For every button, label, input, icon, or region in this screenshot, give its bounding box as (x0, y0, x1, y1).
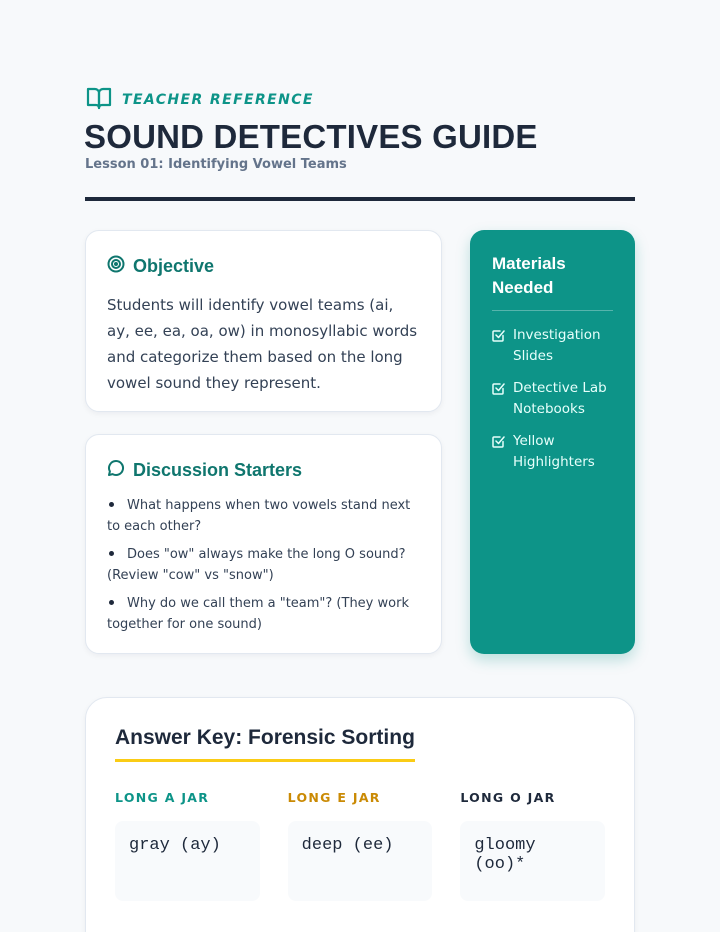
answer-key-title: Answer Key: Forensic Sorting (115, 726, 415, 762)
jar-word: gloomy (oo)* (460, 821, 605, 901)
objective-heading (107, 255, 420, 278)
discussion-title: Discussion Starters (133, 460, 303, 480)
list-item: Does "ow" always make the long O sound? (Review "cow" vs "snow") (107, 547, 406, 583)
materials-list (492, 325, 613, 473)
list-item: Yellow Highlighters (492, 431, 613, 473)
eyebrow-label: TEACHER REFERENCE (122, 92, 314, 108)
materials-title: Materials Needed (492, 252, 613, 311)
objective-title: Objective (133, 256, 215, 276)
discussion-card (85, 434, 442, 654)
jar-label: LONG A JAR (115, 790, 210, 805)
checkbox-icon (492, 329, 505, 342)
objective-text: Students will identify vowel teams (ai, ay, ee, ea, oa, ow) in monosyllabic words and categorize them based on the long vowel sound they represent. (107, 296, 418, 392)
page-title: SOUND DETECTIVES GUIDE (84, 118, 538, 155)
jar-columns (115, 790, 605, 901)
header-divider (85, 197, 635, 201)
discussion-heading (107, 459, 420, 482)
checkbox-icon (492, 435, 505, 448)
materials-panel (470, 230, 635, 654)
long-e-jar (288, 790, 433, 901)
list-item: What happens when two vowels stand next to each other? (107, 498, 411, 534)
book-icon (86, 86, 112, 114)
list-item: Why do we call them a "team"? (They work together for one sound) (107, 596, 409, 632)
long-a-jar (115, 790, 260, 901)
long-o-jar (460, 790, 605, 901)
list-item: Detective Lab Notebooks (492, 378, 613, 420)
page-subtitle: Lesson 01: Identifying Vowel Teams (85, 157, 347, 172)
list-item: Investigation Slides (492, 325, 613, 367)
jar-label: LONG E JAR (287, 790, 381, 805)
header-eyebrow (86, 86, 314, 114)
jar-label: LONG O JAR (460, 790, 556, 805)
speech-bubble-icon (107, 459, 125, 482)
jar-word: deep (ee) (288, 821, 433, 901)
objective-card (85, 230, 442, 412)
target-icon (107, 255, 125, 278)
answer-key-card (85, 697, 635, 932)
checkbox-icon (492, 382, 505, 395)
discussion-list (107, 495, 420, 635)
jar-word: gray (ay) (115, 821, 260, 901)
